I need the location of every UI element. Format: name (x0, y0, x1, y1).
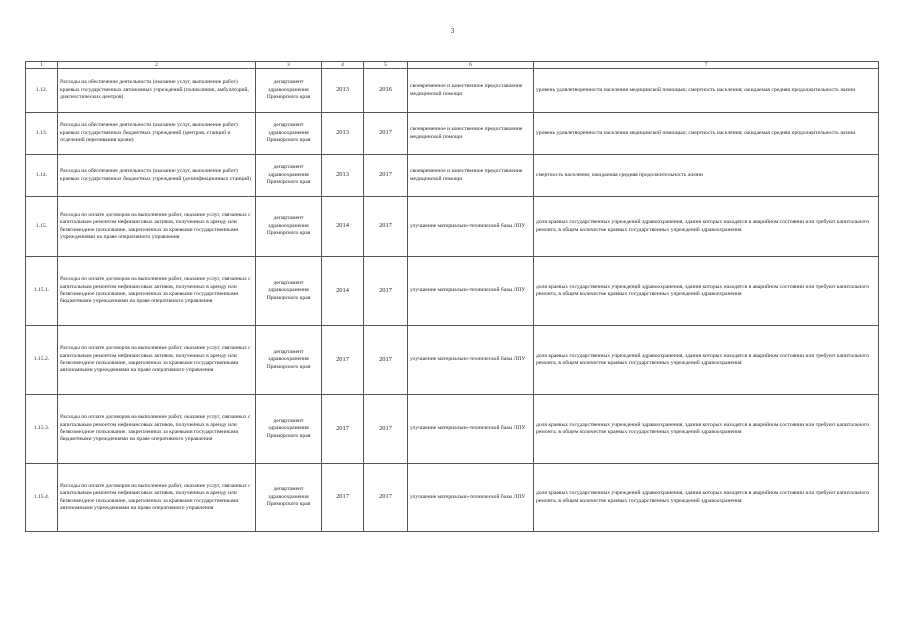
end-year: 2016 (364, 69, 408, 113)
start-year: 2014 (322, 197, 364, 257)
start-year: 2014 (322, 257, 364, 326)
row-number: 1.12. (26, 69, 58, 113)
expected-result: своевременное и качественное предоставление медицинской помощи (408, 155, 534, 197)
end-year: 2017 (364, 257, 408, 326)
target-indicator: доля краевых государственных учреждений здравоохранения, здания которых находятся в аварийном состоянии или требуют капитального ремонта, в общем количестве краевых государственных учреждений здравоохранения (534, 326, 879, 395)
expected-result: улучшение материально-технической базы ЛПУ (408, 257, 534, 326)
executor: департамент здравоохранения Приморского края (256, 395, 322, 464)
target-indicator: доля краевых государственных учреждений здравоохранения, здания которых находятся в аварийном состоянии или требуют капитального ремонта, в общем количестве краевых государственных учреждений здравоохранения (534, 464, 879, 532)
executor: департамент здравоохранения Приморского края (256, 113, 322, 155)
expected-result: улучшение материально-технической базы ЛПУ (408, 395, 534, 464)
column-header: 2 (58, 62, 256, 69)
activity-name: Расходы по оплате договоров на выполнение работ, оказание услуг, связанных с капитальным ремонтом нефинансовых активов, полученных в аренду или безвозмездное пользование, закрепленных за краевыми государственными бюджетными учреждениями на праве оперативного управления (58, 395, 256, 464)
activity-name: Расходы на обеспечение деятельности (оказание услуг, выполнение работ) краевых государственных бюджетных учреждений (центров, станций и отделений переливания крови) (58, 113, 256, 155)
start-year: 2017 (322, 326, 364, 395)
end-year: 2017 (364, 326, 408, 395)
activity-name: Расходы по оплате договоров на выполнение работ, оказание услуг, связанных с капитальным ремонтом нефинансовых активов, полученных в аренду или безвозмездное пользование, закрепленных за краевыми государственными бюджетными учреждениями на праве оперативного управления (58, 257, 256, 326)
start-year: 2013 (322, 113, 364, 155)
end-year: 2017 (364, 113, 408, 155)
executor: департамент здравоохранения Приморского края (256, 197, 322, 257)
column-header: 7 (534, 62, 879, 69)
row-number: 1.13. (26, 113, 58, 155)
target-indicator: уровень удовлетворенности населения медицинской помощью; смертность населения; ожидаемая средняя продолжительность жизни (534, 69, 879, 113)
row-number: 1.14. (26, 155, 58, 197)
expected-result: своевременное и качественное предоставление медицинской помощи (408, 69, 534, 113)
end-year: 2017 (364, 155, 408, 197)
target-indicator: смертность населения; ожидаемая средняя продолжительность жизни (534, 155, 879, 197)
start-year: 2017 (322, 395, 364, 464)
expected-result: улучшение материально-технической базы ЛПУ (408, 464, 534, 532)
activity-name: Расходы на обеспечение деятельности (оказание услуг, выполнение работ) краевых государственных бюджетных учреждений (дезинфекционных станций) (58, 155, 256, 197)
table-row (26, 395, 879, 464)
column-header: 5 (364, 62, 408, 69)
expected-result: своевременное и качественное предоставление медицинской помощи (408, 113, 534, 155)
expected-result: улучшение материально-технической базы ЛПУ (408, 197, 534, 257)
row-number: 1.15.4. (26, 464, 58, 532)
table-row (26, 113, 879, 155)
column-header: 3 (256, 62, 322, 69)
start-year: 2017 (322, 464, 364, 532)
table-row (26, 197, 879, 257)
column-header: 1 (26, 62, 58, 69)
executor: департамент здравоохранения Приморского края (256, 257, 322, 326)
row-number: 1.15.3. (26, 395, 58, 464)
table-row (26, 257, 879, 326)
row-number: 1.15. (26, 197, 58, 257)
activity-name: Расходы на обеспечение деятельности (оказание услуг, выполнение работ) краевых государственных автономных учреждений (поликлиник, амбулаторий, диагностических центров) (58, 69, 256, 113)
row-number: 1.15.2. (26, 326, 58, 395)
table-row (26, 69, 879, 113)
start-year: 2013 (322, 155, 364, 197)
executor: департамент здравоохранения Приморского края (256, 464, 322, 532)
expected-result: улучшение материально-технической базы ЛПУ (408, 326, 534, 395)
activity-name: Расходы по оплате договоров на выполнение работ, оказание услуг, связанных с капитальным ремонтом нефинансовых активов, полученных в аренду или безвозмездное пользование, закрепленных за краевыми государственными автономными учреждениями на праве оперативного управления (58, 326, 256, 395)
executor: департамент здравоохранения Приморского края (256, 155, 322, 197)
program-activities-table (25, 61, 879, 532)
table-header-row (26, 62, 879, 69)
table-row (26, 155, 879, 197)
activity-name: Расходы по оплате договоров на выполнение работ, оказание услуг, связанных с капитальным ремонтом нефинансовых активов, полученных в аренду или безвозмездное пользование, закрепленных за краевыми государственными автономными учреждениями на праве оперативного управления (58, 464, 256, 532)
activity-name: Расходы по оплате договоров на выполнение работ, оказание услуг, связанных с капитальным ремонтом нефинансовых активов, полученных в аренду или безвозмездное пользование, закрепленных за краевыми государственными учреждениями на праве оперативного управления (58, 197, 256, 257)
executor: департамент здравоохранения Приморского края (256, 69, 322, 113)
target-indicator: доля краевых государственных учреждений здравоохранения, здания которых находятся в аварийном состоянии или требуют капитального ремонта, в общем количестве краевых государственных учреждений здравоохранения (534, 197, 879, 257)
executor: департамент здравоохранения Приморского края (256, 326, 322, 395)
column-header: 6 (408, 62, 534, 69)
target-indicator: уровень удовлетворенности населения медицинской помощью; смертность населения; ожидаемая средняя продолжительность жизни (534, 113, 879, 155)
column-header: 4 (322, 62, 364, 69)
row-number: 1.15.1. (26, 257, 58, 326)
end-year: 2017 (364, 197, 408, 257)
end-year: 2017 (364, 464, 408, 532)
start-year: 2013 (322, 69, 364, 113)
table-row (26, 464, 879, 532)
target-indicator: доля краевых государственных учреждений здравоохранения, здания которых находятся в аварийном состоянии или требуют капитального ремонта, в общем количестве краевых государственных учреждений здравоохранения (534, 395, 879, 464)
target-indicator: доля краевых государственных учреждений здравоохранения, здания которых находятся в аварийном состоянии или требуют капитального ремонта, в общем количестве краевых государственных учреждений здравоохранения (534, 257, 879, 326)
table-row (26, 326, 879, 395)
page-number: 3 (450, 27, 455, 35)
end-year: 2017 (364, 395, 408, 464)
